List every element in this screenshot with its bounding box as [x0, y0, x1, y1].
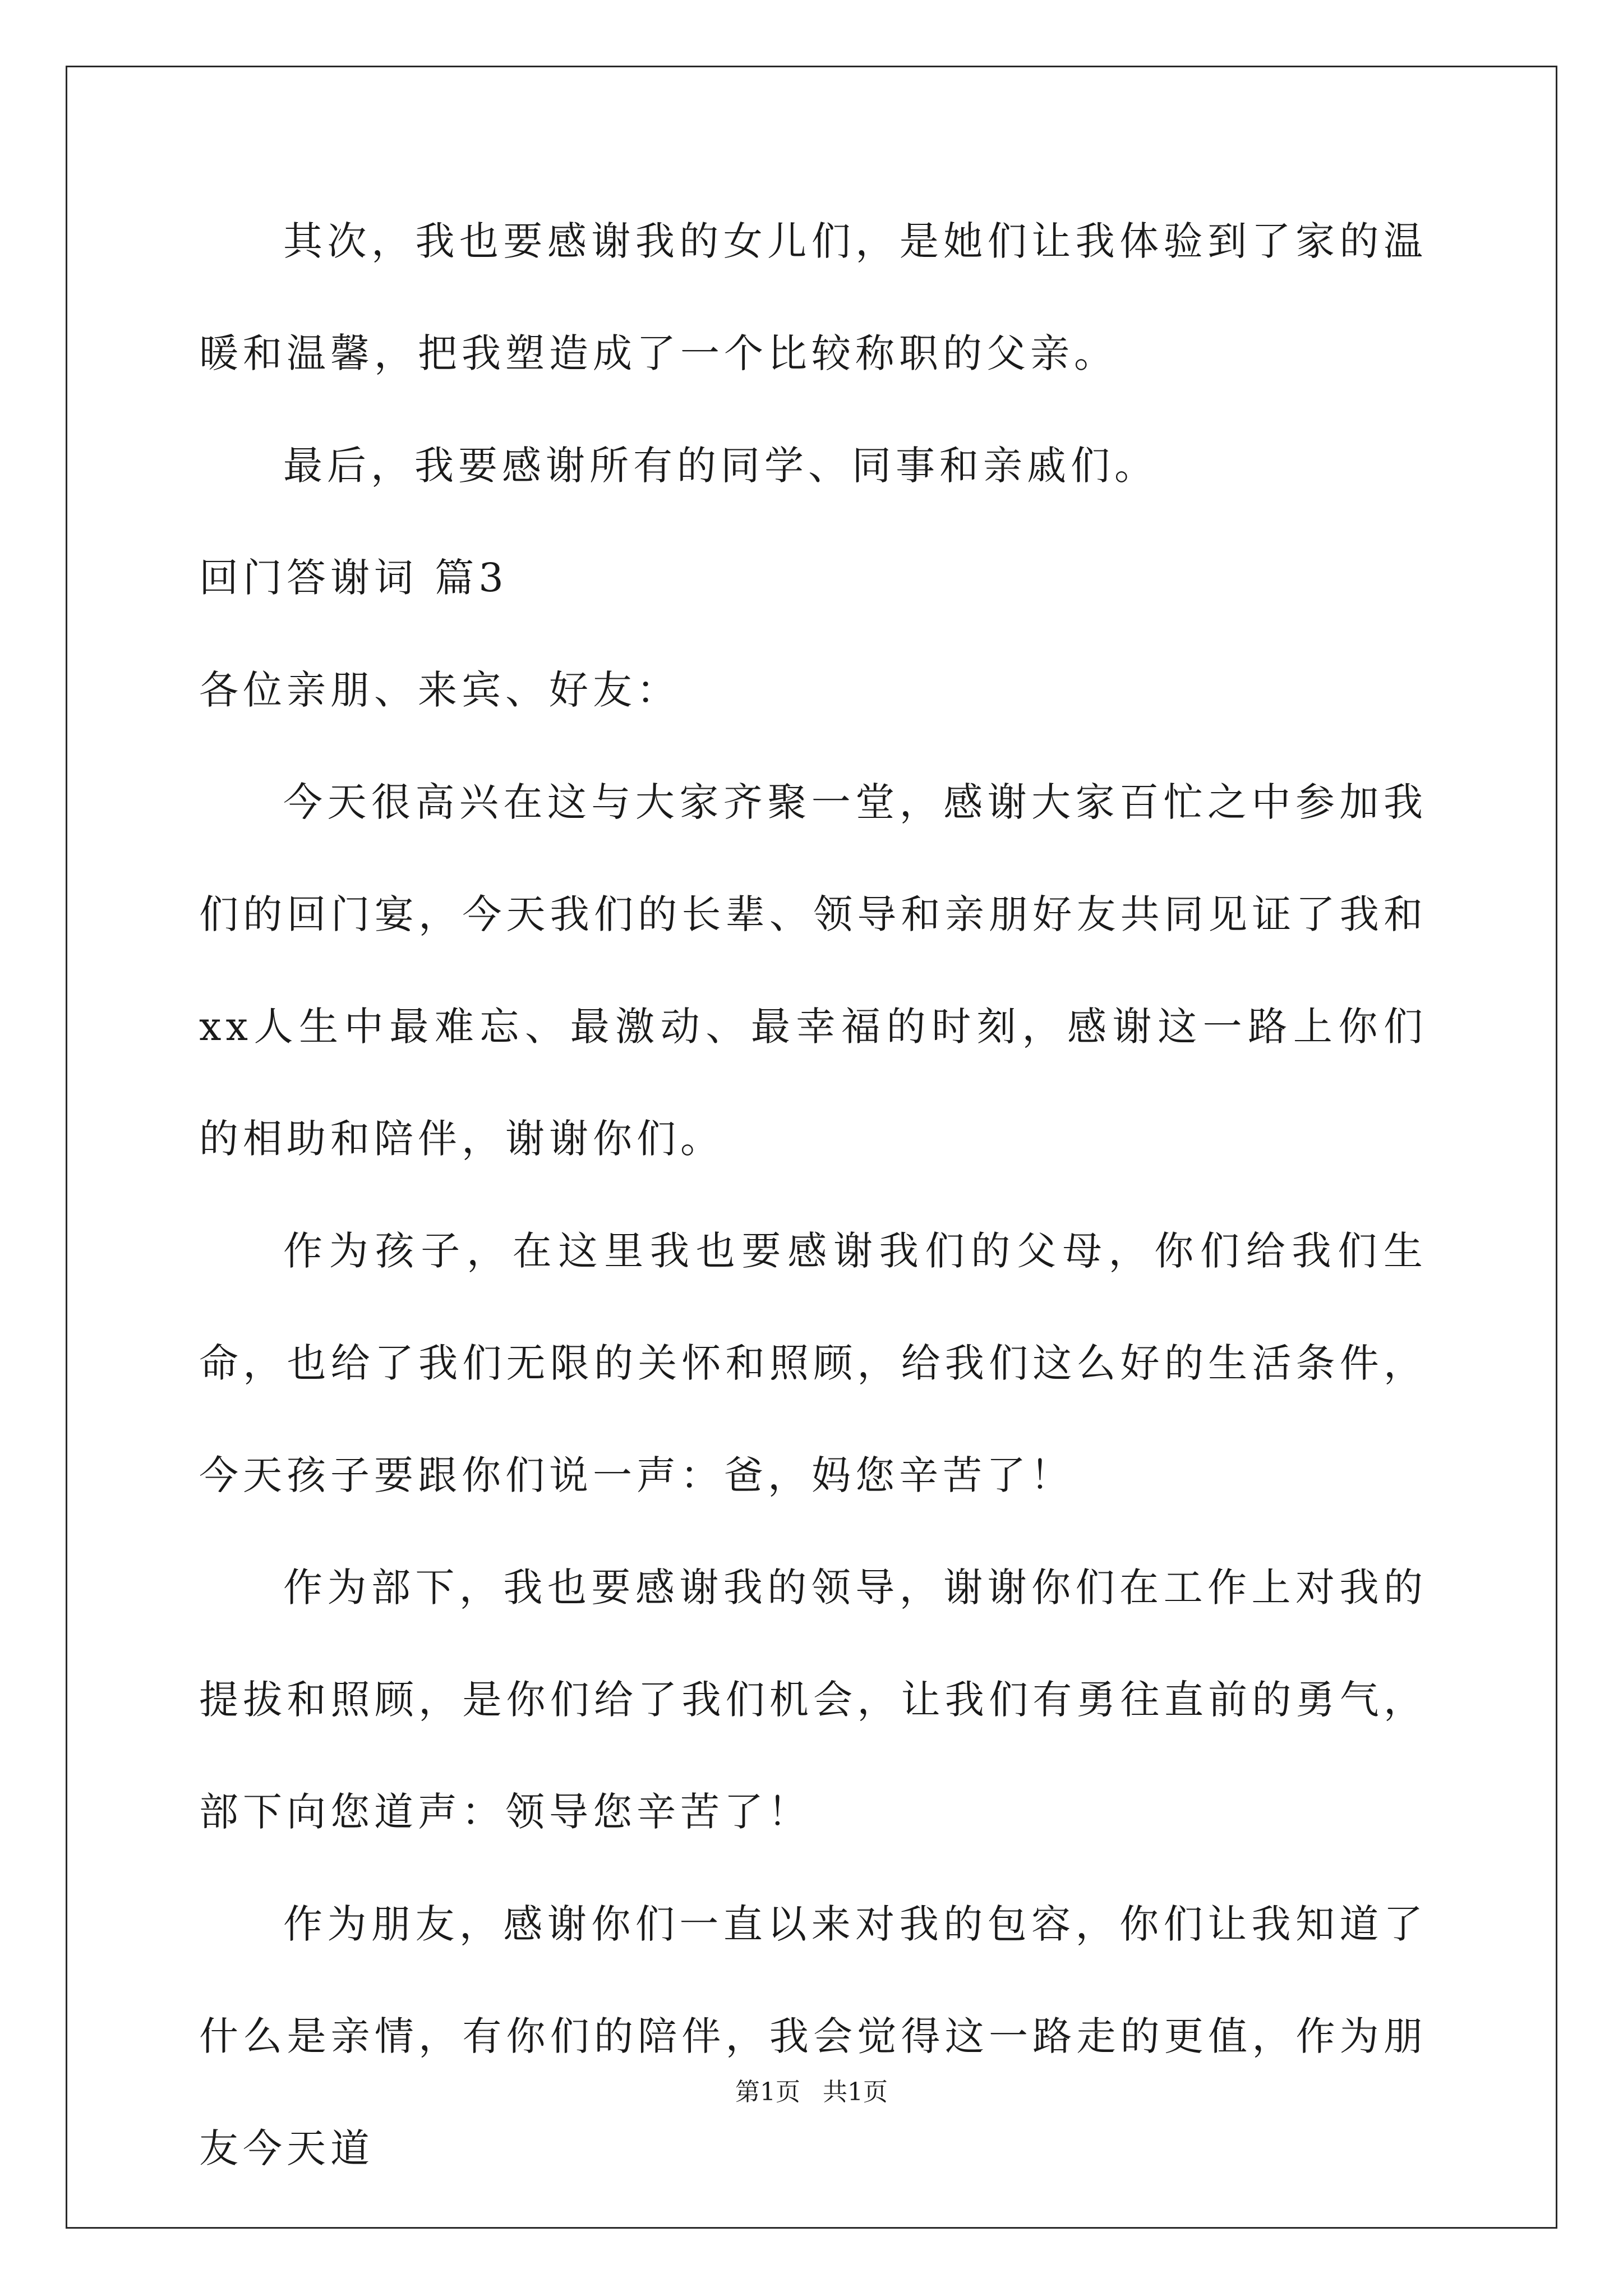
page-total: 共1页 — [823, 2078, 888, 2106]
paragraph-daughters-thanks: 其次，我也要感谢我的女儿们，是她们让我体验到了家的温暖和温馨，把我塑造成了一个比较称职的父亲。 — [199, 218, 1427, 376]
paragraph-final-thanks: 最后，我要感谢所有的同学、同事和亲戚们。 — [283, 443, 1158, 489]
document-body — [199, 185, 1427, 2205]
paragraph-leaders-thanks: 作为部下，我也要感谢我的领导，谢谢你们在工作上对我的提拔和照顾，是你们给了我们机会，让我们有勇往直前的勇气，部下向您道声：领导您辛苦了！ — [199, 1565, 1427, 1835]
paragraph-welcome: 今天很高兴在这与大家齐聚一堂，感谢大家百忙之中参加我们的回门宴，今天我们的长辈、领导和亲朋好友共同见证了我和xx人生中最难忘、最激动、最幸福的时刻，感谢这一路上你们的相助和陪伴，谢谢你们。 — [199, 779, 1427, 1162]
page-footer — [0, 2076, 1623, 2109]
paragraph-parents-thanks: 作为孩子，在这里我也要感谢我们的父母，你们给我们生命，也给了我们无限的关怀和照顾，给我们这么好的生活条件，今天孩子要跟你们说一声：爸，妈您辛苦了！ — [199, 1228, 1427, 1498]
section-heading: 回门答谢词 篇3 — [199, 555, 508, 601]
paragraph-friends-thanks: 作为朋友，感谢你们一直以来对我的包容，你们让我知道了什么是亲情，有你们的陪伴，我会觉得这一路走的更值，作为朋友今天道 — [199, 1901, 1427, 2171]
salutation: 各位亲朋、来宾、好友： — [199, 667, 680, 713]
page-number: 第1页 — [735, 2078, 800, 2106]
